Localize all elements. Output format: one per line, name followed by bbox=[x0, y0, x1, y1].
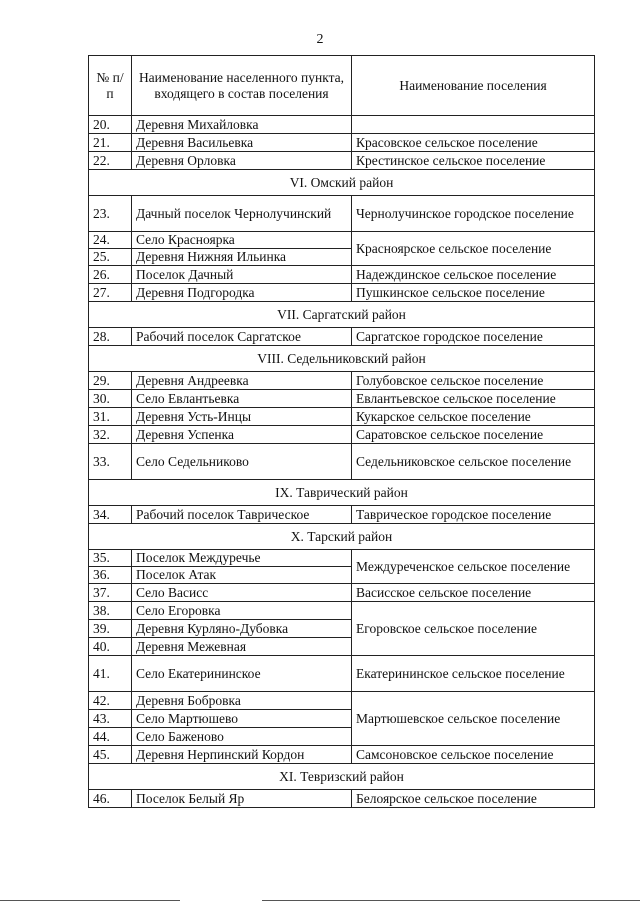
header-settlement: Наименование поселения bbox=[352, 56, 595, 116]
row-number: 28. bbox=[89, 328, 132, 346]
district-section-row bbox=[89, 524, 595, 550]
settlement-point-name: Село Седельниково bbox=[132, 444, 352, 480]
settlement-point-name: Деревня Межевная bbox=[132, 638, 352, 656]
district-title: VI. Омский район bbox=[89, 170, 595, 196]
footer-line-right bbox=[262, 900, 640, 901]
table-row bbox=[89, 426, 595, 444]
row-number: 43. bbox=[89, 710, 132, 728]
table-row bbox=[89, 408, 595, 426]
row-number: 35. bbox=[89, 550, 132, 567]
settlement-point-name: Деревня Михайловка bbox=[132, 116, 352, 134]
row-number: 45. bbox=[89, 746, 132, 764]
settlement-name: Кукарское сельское поселение bbox=[352, 408, 595, 426]
table-header-row bbox=[89, 56, 595, 116]
table-row bbox=[89, 790, 595, 808]
settlement-point-name: Село Екатерининское bbox=[132, 656, 352, 692]
row-number: 46. bbox=[89, 790, 132, 808]
table-row bbox=[89, 196, 595, 232]
table-row bbox=[89, 116, 595, 134]
settlement-name: Надеждинское сельское поселение bbox=[352, 266, 595, 284]
row-number: 37. bbox=[89, 584, 132, 602]
page-number: 2 bbox=[316, 32, 324, 47]
settlement-point-name: Деревня Успенка bbox=[132, 426, 352, 444]
settlement-name: Васисское сельское поселение bbox=[352, 584, 595, 602]
table-row bbox=[89, 232, 595, 249]
row-number: 31. bbox=[89, 408, 132, 426]
row-number: 38. bbox=[89, 602, 132, 620]
table-row bbox=[89, 584, 595, 602]
district-title: VIII. Седельниковский район bbox=[89, 346, 595, 372]
header-settlement-point: Наименование населенного пункта, входящего в состав поселения bbox=[132, 56, 352, 116]
settlement-point-name: Село Евлантьевка bbox=[132, 390, 352, 408]
settlement-name: Мартюшевское сельское поселение bbox=[352, 692, 595, 746]
settlement-name: Чернолучинское городское поселение bbox=[352, 196, 595, 232]
settlement-name: Голубовское сельское поселение bbox=[352, 372, 595, 390]
table-row bbox=[89, 444, 595, 480]
district-section-row bbox=[89, 764, 595, 790]
district-section-row bbox=[89, 170, 595, 196]
row-number: 24. bbox=[89, 232, 132, 249]
settlement-name: Евлантьевское сельское поселение bbox=[352, 390, 595, 408]
settlement-point-name: Деревня Курляно-Дубовка bbox=[132, 620, 352, 638]
district-title: X. Тарский район bbox=[89, 524, 595, 550]
table-row bbox=[89, 390, 595, 408]
row-number: 26. bbox=[89, 266, 132, 284]
district-title: XI. Тевризский район bbox=[89, 764, 595, 790]
settlement-point-name: Деревня Нерпинский Кордон bbox=[132, 746, 352, 764]
table-row bbox=[89, 550, 595, 567]
district-section-row bbox=[89, 302, 595, 328]
settlement-name: Таврическое городское поселение bbox=[352, 506, 595, 524]
table-row bbox=[89, 506, 595, 524]
settlement-point-name: Дачный поселок Чернолучинский bbox=[132, 196, 352, 232]
footer-line-left bbox=[0, 900, 180, 901]
settlement-point-name: Деревня Усть-Инцы bbox=[132, 408, 352, 426]
settlement-point-name: Рабочий поселок Таврическое bbox=[132, 506, 352, 524]
row-number: 23. bbox=[89, 196, 132, 232]
row-number: 39. bbox=[89, 620, 132, 638]
settlement-name: Пушкинское сельское поселение bbox=[352, 284, 595, 302]
settlement-point-name: Деревня Орловка bbox=[132, 152, 352, 170]
table-row bbox=[89, 266, 595, 284]
row-number: 40. bbox=[89, 638, 132, 656]
settlement-point-name: Село Баженово bbox=[132, 728, 352, 746]
row-number: 27. bbox=[89, 284, 132, 302]
settlement-name: Междуреченское сельское поселение bbox=[352, 550, 595, 584]
row-number: 42. bbox=[89, 692, 132, 710]
settlement-point-name: Деревня Нижняя Ильинка bbox=[132, 249, 352, 266]
table-row bbox=[89, 656, 595, 692]
settlements-table bbox=[88, 55, 595, 808]
settlement-point-name: Деревня Васильевка bbox=[132, 134, 352, 152]
settlement-point-name: Поселок Белый Яр bbox=[132, 790, 352, 808]
settlement-point-name: Село Егоровка bbox=[132, 602, 352, 620]
settlement-point-name: Деревня Подгородка bbox=[132, 284, 352, 302]
settlement-name: Егоровское сельское поселение bbox=[352, 602, 595, 656]
district-title: IX. Таврический район bbox=[89, 480, 595, 506]
settlement-point-name: Рабочий поселок Саргатское bbox=[132, 328, 352, 346]
row-number: 32. bbox=[89, 426, 132, 444]
row-number: 41. bbox=[89, 656, 132, 692]
table-row bbox=[89, 692, 595, 710]
row-number: 21. bbox=[89, 134, 132, 152]
settlement-point-name: Деревня Бобровка bbox=[132, 692, 352, 710]
settlement-point-name: Поселок Междуречье bbox=[132, 550, 352, 567]
settlement-name: Крестинское сельское поселение bbox=[352, 152, 595, 170]
row-number: 30. bbox=[89, 390, 132, 408]
header-num: № п/п bbox=[89, 56, 132, 116]
settlement-name: Красовское сельское поселение bbox=[352, 134, 595, 152]
row-number: 20. bbox=[89, 116, 132, 134]
table-row bbox=[89, 284, 595, 302]
settlement-point-name: Село Васисс bbox=[132, 584, 352, 602]
settlement-point-name: Поселок Дачный bbox=[132, 266, 352, 284]
row-number: 33. bbox=[89, 444, 132, 480]
row-number: 22. bbox=[89, 152, 132, 170]
table-body bbox=[89, 116, 595, 808]
settlement-point-name: Поселок Атак bbox=[132, 567, 352, 584]
settlement-name: Белоярское сельское поселение bbox=[352, 790, 595, 808]
table-row bbox=[89, 602, 595, 620]
table-row bbox=[89, 328, 595, 346]
settlement-name: Екатерининское сельское поселение bbox=[352, 656, 595, 692]
settlement-name: Саргатское городское поселение bbox=[352, 328, 595, 346]
table-row bbox=[89, 134, 595, 152]
settlement-name bbox=[352, 116, 595, 134]
district-title: VII. Саргатский район bbox=[89, 302, 595, 328]
settlement-point-name: Село Мартюшево bbox=[132, 710, 352, 728]
settlement-name: Саратовское сельское поселение bbox=[352, 426, 595, 444]
row-number: 25. bbox=[89, 249, 132, 266]
settlement-name: Самсоновское сельское поселение bbox=[352, 746, 595, 764]
row-number: 34. bbox=[89, 506, 132, 524]
row-number: 29. bbox=[89, 372, 132, 390]
table-row bbox=[89, 152, 595, 170]
table-row bbox=[89, 372, 595, 390]
settlement-name: Седельниковское сельское поселение bbox=[352, 444, 595, 480]
settlement-point-name: Деревня Андреевка bbox=[132, 372, 352, 390]
row-number: 36. bbox=[89, 567, 132, 584]
district-section-row bbox=[89, 346, 595, 372]
settlement-name: Красноярское сельское поселение bbox=[352, 232, 595, 266]
table-row bbox=[89, 746, 595, 764]
row-number: 44. bbox=[89, 728, 132, 746]
settlement-point-name: Село Красноярка bbox=[132, 232, 352, 249]
district-section-row bbox=[89, 480, 595, 506]
